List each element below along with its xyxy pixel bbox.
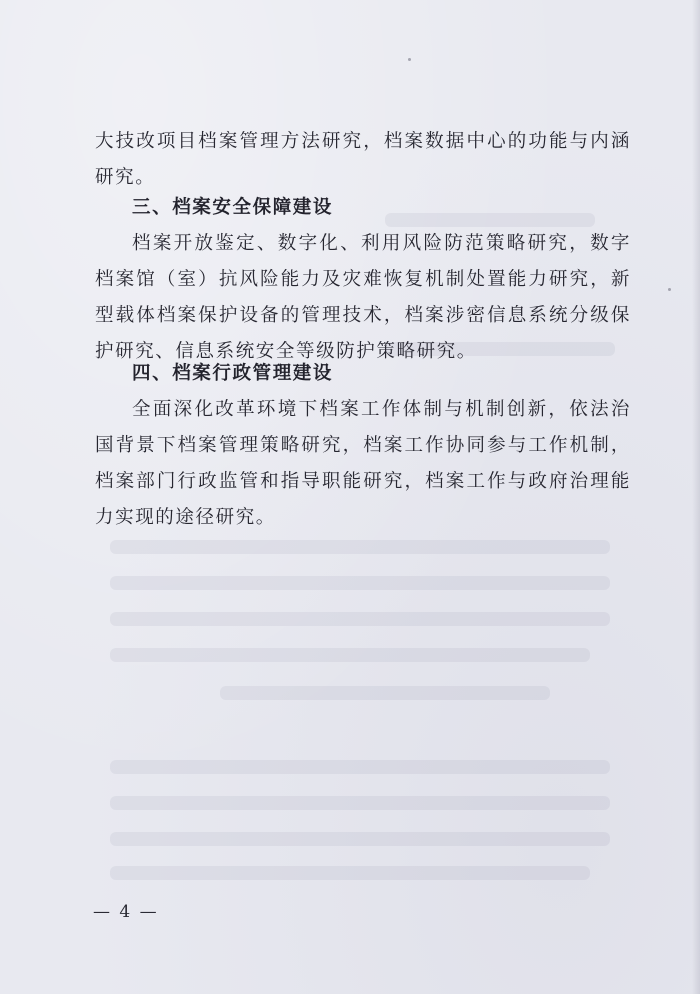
bleed-through-mark [220,686,550,700]
section-body-3: 档案开放鉴定、数字化、利用风险防范策略研究，数字档案馆（室）抗风险能力及灾难恢复机制处置能力研究，新型载体档案保护设备的管理技术，档案涉密信息系统分级保护研究、信息系统安全等级防护策略研究。 [95,233,631,362]
bleed-through-mark [110,866,590,880]
intro-block [95,124,631,196]
page-number: — 4 — [93,902,159,922]
bleed-through-mark [110,612,610,626]
bleed-through-mark [385,213,595,227]
bleed-through-mark [110,760,610,774]
bleed-through-mark [110,648,590,662]
paper-edge-shadow [692,0,700,994]
section-body-block-4 [95,392,631,536]
section-body-block-3 [95,226,631,370]
intro-paragraph: 大技改项目档案管理方法研究，档案数据中心的功能与内涵研究。 [95,131,631,188]
bleed-through-mark [110,796,610,810]
bleed-through-mark [110,576,610,590]
bleed-through-mark [110,540,610,554]
paper-speck [668,288,671,291]
bleed-through-mark [110,832,610,846]
section-heading-4: 四、档案行政管理建设 [132,363,334,384]
section-body-4: 全面深化改革环境下档案工作体制与机制创新，依法治国背景下档案管理策略研究，档案工作协同参与工作机制，档案部门行政监管和指导职能研究，档案工作与政府治理能力实现的途径研究。 [95,399,631,528]
paper-speck [408,58,411,61]
section-heading-3: 三、档案安全保障建设 [132,197,334,218]
